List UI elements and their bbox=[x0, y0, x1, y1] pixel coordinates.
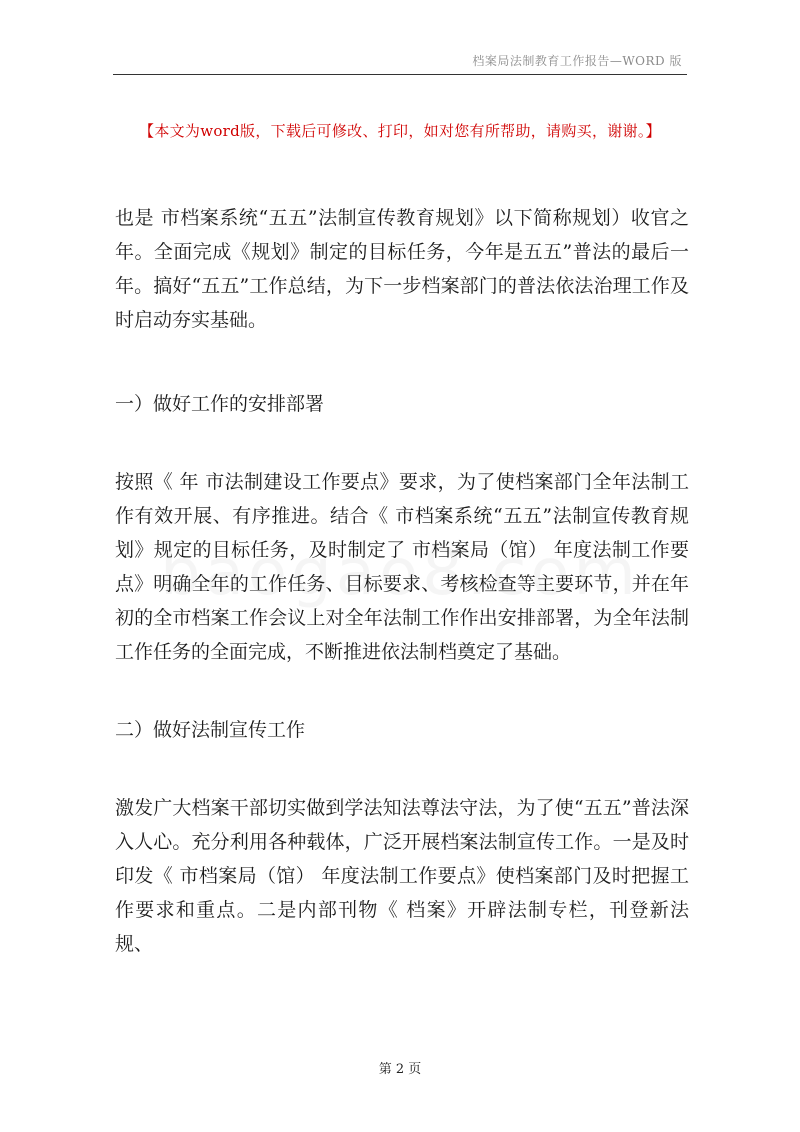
header-divider bbox=[113, 74, 687, 75]
section-paragraph-2: 激发广大档案干部切实做到学法知法尊法守法，为了使“五五”普法深入人心。充分利用各种载体，广泛开展档案法制宣传工作。一是及时印发《 市档案局（馆） 年度法制工作要点》使档案部门及时把握工作要求和重点。二是内部刊物《 档案》开辟法制专栏，刊登新法规、 bbox=[115, 797, 689, 955]
page-number: 第 2 页 bbox=[378, 1062, 422, 1077]
intro-paragraph: 也是 市档案系统“五五”法制宣传教育规划》以下简称规划）收官之年。全面完成《规划》制定的目标任务，今年是五五”普法的最后一年。搞好“五五”工作总结，为下一步档案部门的普法依法治理工作及时启动夯实基础。 bbox=[115, 207, 689, 331]
section-heading-1: 一）做好工作的安排部署 bbox=[115, 393, 325, 415]
purchase-notice: 【本文为word版，下载后可修改、打印，如对您有所帮助，请购买，谢谢。】 bbox=[139, 122, 661, 140]
document-body bbox=[115, 201, 689, 961]
section-heading-2: 二）做好法制宣传工作 bbox=[115, 719, 306, 741]
section-paragraph-1: 按照《 年 市法制建设工作要点》要求，为了使档案部门全年法制工作有效开展、有序推进。结合《 市档案系统“五五”法制宣传教育规划》规定的目标任务，及时制定了 市档案局（馆） 年度法制工作要点》明确全年的工作任务、目标要求、考核检查等主要环节，并在年初的全市档案工作会议上对全年法制工作作出安排部署，为全年法制工作任务的全面完成，不断推进依法制档奠定了基础。 bbox=[115, 471, 689, 663]
document-header-title: 档案局法制教育工作报告—WORD 版 bbox=[472, 54, 682, 68]
